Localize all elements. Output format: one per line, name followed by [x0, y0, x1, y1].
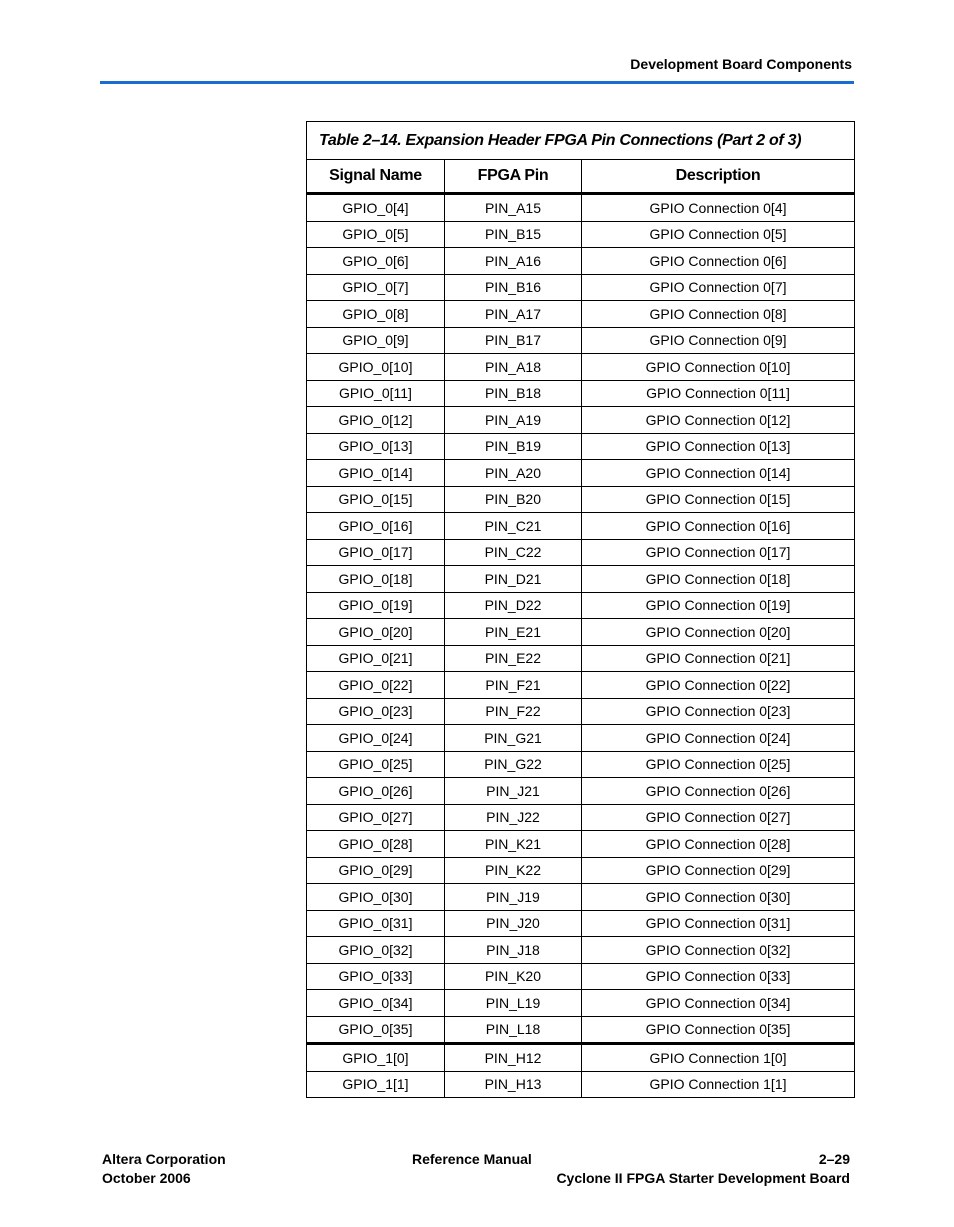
cell-fpga-pin: PIN_F21 — [445, 672, 582, 699]
cell-fpga-pin: PIN_K22 — [445, 857, 582, 884]
table-row — [307, 884, 855, 911]
cell-fpga-pin: PIN_A16 — [445, 248, 582, 275]
cell-description: GPIO Connection 0[23] — [582, 698, 855, 725]
cell-fpga-pin: PIN_G21 — [445, 725, 582, 752]
cell-description: GPIO Connection 0[9] — [582, 327, 855, 354]
table-row — [307, 672, 855, 699]
cell-signal-name: GPIO_0[22] — [307, 672, 445, 699]
cell-description: GPIO Connection 0[13] — [582, 433, 855, 460]
cell-description: GPIO Connection 0[21] — [582, 645, 855, 672]
cell-fpga-pin: PIN_E22 — [445, 645, 582, 672]
cell-signal-name: GPIO_1[1] — [307, 1071, 445, 1098]
table-row — [307, 433, 855, 460]
section-title: Development Board Components — [630, 56, 852, 72]
table-row — [307, 460, 855, 487]
cell-signal-name: GPIO_0[12] — [307, 407, 445, 434]
cell-signal-name: GPIO_0[5] — [307, 221, 445, 248]
table-row — [307, 327, 855, 354]
cell-fpga-pin: PIN_A17 — [445, 301, 582, 328]
cell-description: GPIO Connection 0[33] — [582, 963, 855, 990]
table-row — [307, 698, 855, 725]
cell-signal-name: GPIO_0[13] — [307, 433, 445, 460]
table-row — [307, 645, 855, 672]
cell-fpga-pin: PIN_L18 — [445, 1016, 582, 1044]
table-row — [307, 592, 855, 619]
cell-fpga-pin: PIN_L19 — [445, 990, 582, 1017]
cell-signal-name: GPIO_0[14] — [307, 460, 445, 487]
cell-signal-name: GPIO_0[32] — [307, 937, 445, 964]
cell-signal-name: GPIO_0[17] — [307, 539, 445, 566]
cell-description: GPIO Connection 0[29] — [582, 857, 855, 884]
table-row — [307, 380, 855, 407]
table-row — [307, 513, 855, 540]
table-row — [307, 619, 855, 646]
cell-fpga-pin: PIN_D22 — [445, 592, 582, 619]
table-row — [307, 937, 855, 964]
cell-signal-name: GPIO_0[33] — [307, 963, 445, 990]
column-header-pin: FPGA Pin — [445, 160, 582, 194]
header-rule — [100, 81, 854, 84]
cell-signal-name: GPIO_0[9] — [307, 327, 445, 354]
cell-description: GPIO Connection 1[1] — [582, 1071, 855, 1098]
cell-fpga-pin: PIN_C21 — [445, 513, 582, 540]
cell-fpga-pin: PIN_J22 — [445, 804, 582, 831]
table-row — [307, 539, 855, 566]
cell-description: GPIO Connection 0[25] — [582, 751, 855, 778]
cell-fpga-pin: PIN_B20 — [445, 486, 582, 513]
cell-fpga-pin: PIN_J20 — [445, 910, 582, 937]
table-row — [307, 274, 855, 301]
cell-signal-name: GPIO_0[6] — [307, 248, 445, 275]
table-row — [307, 566, 855, 593]
cell-description: GPIO Connection 0[16] — [582, 513, 855, 540]
column-header-description: Description — [582, 160, 855, 194]
cell-description: GPIO Connection 0[6] — [582, 248, 855, 275]
cell-description: GPIO Connection 0[35] — [582, 1016, 855, 1044]
table-row — [307, 831, 855, 858]
cell-fpga-pin: PIN_J19 — [445, 884, 582, 911]
table-row — [307, 221, 855, 248]
cell-fpga-pin: PIN_A15 — [445, 194, 582, 222]
table-row — [307, 354, 855, 381]
cell-description: GPIO Connection 0[5] — [582, 221, 855, 248]
table-row — [307, 1044, 855, 1072]
cell-description: GPIO Connection 0[20] — [582, 619, 855, 646]
cell-signal-name: GPIO_0[18] — [307, 566, 445, 593]
cell-fpga-pin: PIN_B15 — [445, 221, 582, 248]
pin-table — [306, 121, 855, 1098]
cell-signal-name: GPIO_0[21] — [307, 645, 445, 672]
cell-description: GPIO Connection 0[15] — [582, 486, 855, 513]
cell-signal-name: GPIO_0[27] — [307, 804, 445, 831]
cell-fpga-pin: PIN_K20 — [445, 963, 582, 990]
table-row — [307, 407, 855, 434]
cell-description: GPIO Connection 0[8] — [582, 301, 855, 328]
table-row — [307, 990, 855, 1017]
table-row — [307, 194, 855, 222]
cell-description: GPIO Connection 0[12] — [582, 407, 855, 434]
cell-description: GPIO Connection 0[27] — [582, 804, 855, 831]
cell-fpga-pin: PIN_K21 — [445, 831, 582, 858]
cell-signal-name: GPIO_0[4] — [307, 194, 445, 222]
table-body — [307, 194, 855, 1098]
cell-signal-name: GPIO_0[8] — [307, 301, 445, 328]
cell-signal-name: GPIO_0[16] — [307, 513, 445, 540]
table-row — [307, 804, 855, 831]
cell-fpga-pin: PIN_F22 — [445, 698, 582, 725]
table-caption: Table 2–14. Expansion Header FPGA Pin Connections (Part 2 of 3) — [307, 122, 855, 160]
cell-fpga-pin: PIN_D21 — [445, 566, 582, 593]
cell-signal-name: GPIO_0[15] — [307, 486, 445, 513]
cell-fpga-pin: PIN_J21 — [445, 778, 582, 805]
cell-signal-name: GPIO_0[23] — [307, 698, 445, 725]
cell-fpga-pin: PIN_E21 — [445, 619, 582, 646]
table-row — [307, 963, 855, 990]
cell-signal-name: GPIO_0[10] — [307, 354, 445, 381]
cell-description: GPIO Connection 0[22] — [582, 672, 855, 699]
table-row — [307, 910, 855, 937]
cell-description: GPIO Connection 1[0] — [582, 1044, 855, 1072]
cell-fpga-pin: PIN_B18 — [445, 380, 582, 407]
cell-description: GPIO Connection 0[11] — [582, 380, 855, 407]
cell-fpga-pin: PIN_H13 — [445, 1071, 582, 1098]
cell-signal-name: GPIO_0[28] — [307, 831, 445, 858]
table-row — [307, 725, 855, 752]
cell-description: GPIO Connection 0[24] — [582, 725, 855, 752]
cell-signal-name: GPIO_0[30] — [307, 884, 445, 911]
cell-signal-name: GPIO_0[35] — [307, 1016, 445, 1044]
cell-fpga-pin: PIN_B17 — [445, 327, 582, 354]
table-row — [307, 1071, 855, 1098]
cell-description: GPIO Connection 0[18] — [582, 566, 855, 593]
footer-date: October 2006 — [102, 1170, 191, 1186]
table-row — [307, 301, 855, 328]
cell-signal-name: GPIO_0[26] — [307, 778, 445, 805]
footer-page-number: 2–29 — [818, 1151, 850, 1167]
cell-fpga-pin: PIN_B19 — [445, 433, 582, 460]
cell-signal-name: GPIO_0[31] — [307, 910, 445, 937]
footer-company: Altera Corporation — [102, 1151, 226, 1167]
cell-fpga-pin: PIN_B16 — [445, 274, 582, 301]
cell-fpga-pin: PIN_A20 — [445, 460, 582, 487]
table-row — [307, 778, 855, 805]
cell-fpga-pin: PIN_G22 — [445, 751, 582, 778]
cell-signal-name: GPIO_0[34] — [307, 990, 445, 1017]
cell-signal-name: GPIO_1[0] — [307, 1044, 445, 1072]
cell-fpga-pin: PIN_C22 — [445, 539, 582, 566]
cell-signal-name: GPIO_0[11] — [307, 380, 445, 407]
cell-signal-name: GPIO_0[7] — [307, 274, 445, 301]
cell-description: GPIO Connection 0[10] — [582, 354, 855, 381]
column-header-signal: Signal Name — [307, 160, 445, 194]
footer-manual: Reference Manual — [412, 1151, 532, 1167]
footer-board-name: Cyclone II FPGA Starter Development Board — [556, 1170, 850, 1186]
cell-description: GPIO Connection 0[31] — [582, 910, 855, 937]
cell-description: GPIO Connection 0[19] — [582, 592, 855, 619]
table-row — [307, 1016, 855, 1044]
cell-description: GPIO Connection 0[34] — [582, 990, 855, 1017]
table-row — [307, 248, 855, 275]
cell-fpga-pin: PIN_H12 — [445, 1044, 582, 1072]
cell-signal-name: GPIO_0[29] — [307, 857, 445, 884]
cell-description: GPIO Connection 0[14] — [582, 460, 855, 487]
cell-signal-name: GPIO_0[20] — [307, 619, 445, 646]
cell-signal-name: GPIO_0[24] — [307, 725, 445, 752]
cell-description: GPIO Connection 0[26] — [582, 778, 855, 805]
table-row — [307, 486, 855, 513]
table-row — [307, 751, 855, 778]
cell-description: GPIO Connection 0[28] — [582, 831, 855, 858]
cell-description: GPIO Connection 0[32] — [582, 937, 855, 964]
cell-description: GPIO Connection 0[30] — [582, 884, 855, 911]
cell-signal-name: GPIO_0[19] — [307, 592, 445, 619]
cell-description: GPIO Connection 0[7] — [582, 274, 855, 301]
table-row — [307, 857, 855, 884]
cell-fpga-pin: PIN_A18 — [445, 354, 582, 381]
cell-fpga-pin: PIN_J18 — [445, 937, 582, 964]
cell-description: GPIO Connection 0[17] — [582, 539, 855, 566]
cell-description: GPIO Connection 0[4] — [582, 194, 855, 222]
cell-fpga-pin: PIN_A19 — [445, 407, 582, 434]
cell-signal-name: GPIO_0[25] — [307, 751, 445, 778]
